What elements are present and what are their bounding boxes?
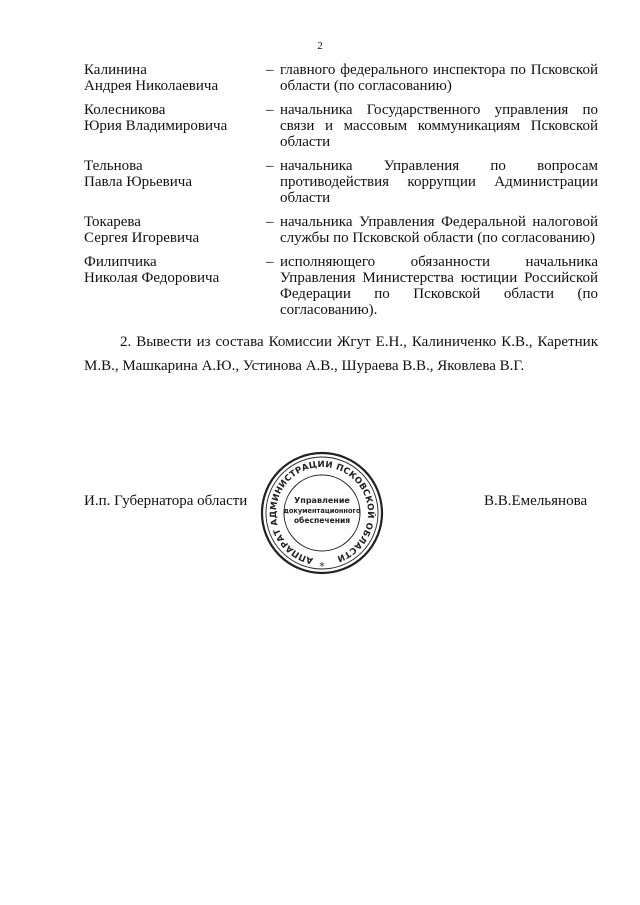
- member-row: [84, 214, 598, 246]
- signatory-position: И.п. Губернатора области: [84, 493, 248, 509]
- member-list: [84, 62, 598, 326]
- member-given-name: Андрея Николаевича: [84, 78, 219, 94]
- dash: –: [266, 62, 274, 78]
- stamp-inner-line: Управление: [294, 496, 350, 505]
- stamp-inner-line: обеспечения: [293, 516, 351, 525]
- member-name: [84, 102, 266, 150]
- member-row: [84, 158, 598, 206]
- member-given-name: Павла Юрьевича: [84, 174, 192, 190]
- member-role: исполняющего обязанности начальника Управления Министерства юстиции Российской Федерации по Псковской области (по согласованию).: [280, 254, 598, 318]
- member-given-name: Сергея Игоревича: [84, 230, 200, 246]
- member-surname: Тельнова: [84, 158, 143, 174]
- member-row: [84, 102, 598, 150]
- dash: –: [266, 254, 274, 270]
- member-role: начальника Управления по вопросам противодействия коррупции Администрации области: [280, 158, 598, 206]
- member-name: [84, 254, 266, 318]
- member-surname: Колесникова: [84, 102, 166, 118]
- member-role: главного федерального инспектора по Псковской области (по согласованию): [280, 62, 598, 94]
- member-given-name: Николая Федоровича: [84, 270, 220, 286]
- member-surname: Токарева: [84, 214, 141, 230]
- dash: –: [266, 158, 274, 174]
- member-role: начальника Управления Федеральной налоговой службы по Псковской области (по согласованию): [280, 214, 598, 246]
- member-surname: Филипчика: [84, 254, 157, 270]
- member-surname: Калинина: [84, 62, 147, 78]
- member-given-name: Юрия Владимировича: [84, 118, 228, 134]
- member-row: [84, 254, 598, 318]
- member-name: [84, 158, 266, 206]
- removal-paragraph: 2. Вывести из состава Комиссии Жгут Е.Н., Калиниченко К.В., Каретник М.В., Машкарина А.Ю., Устинова А.В., Шураева В.В., Яковлева В.Г.: [84, 334, 598, 374]
- official-stamp: [257, 451, 387, 575]
- dash: –: [266, 214, 274, 230]
- page-number: 2: [317, 40, 323, 52]
- stamp-inner-line: документационного: [283, 507, 361, 515]
- member-row: [84, 62, 598, 94]
- dash: –: [266, 102, 274, 118]
- stamp-star-icon: *: [319, 560, 325, 573]
- member-name: [84, 62, 266, 94]
- signatory-name: В.В.Емельянова: [484, 493, 588, 509]
- member-role: начальника Государственного управления по связи и массовым коммуникациям Псковской области: [280, 102, 598, 150]
- member-name: [84, 214, 266, 246]
- stamp-outer-text: АППАРАТ АДМИНИСТРАЦИИ ПСКОВСКОЙ ОБЛАСТИ: [268, 459, 376, 566]
